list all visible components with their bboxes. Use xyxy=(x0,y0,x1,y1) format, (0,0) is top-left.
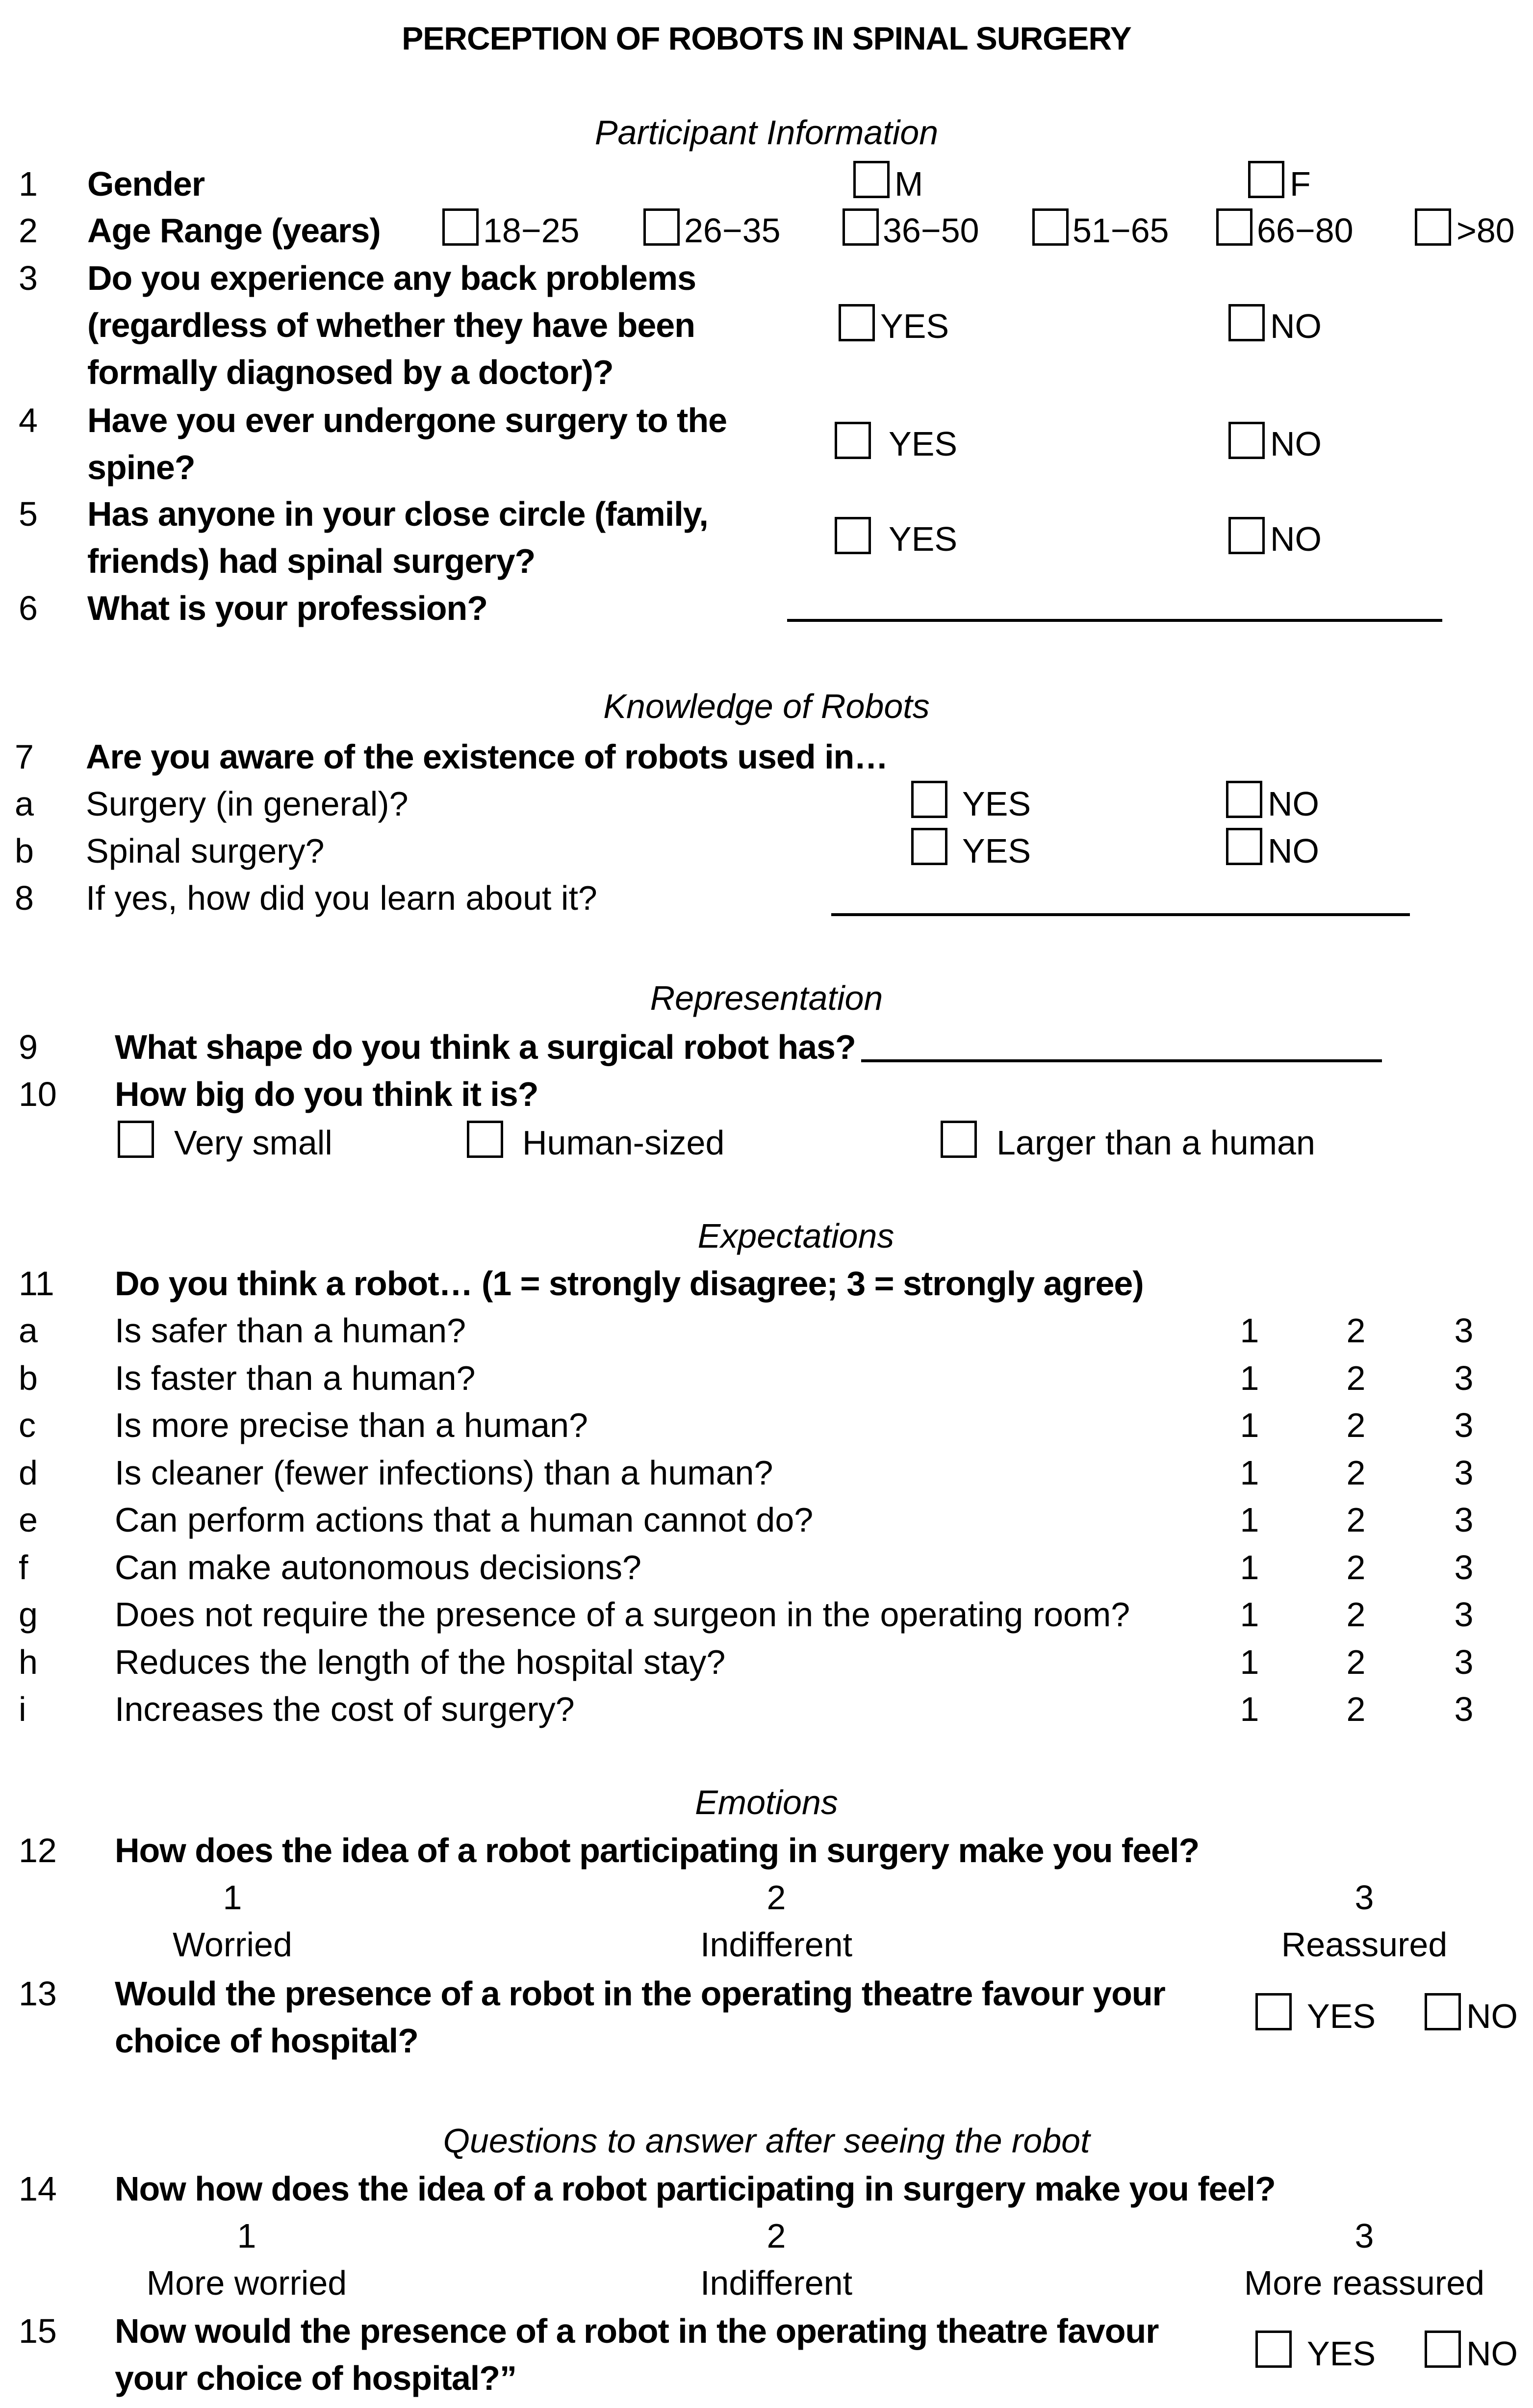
option-label: 51−65 xyxy=(1073,211,1169,250)
question-number: 2 xyxy=(19,211,38,250)
option-label: NO xyxy=(1268,785,1319,823)
checkbox-size-larger-than-human[interactable] xyxy=(941,1121,977,1158)
question-back-problems-line1: Do you experience any back problems xyxy=(87,259,696,297)
question-number: 9 xyxy=(19,1028,38,1066)
option-label: >80 xyxy=(1456,211,1515,250)
question-gender: Gender xyxy=(87,165,205,203)
section-expectations: Expectations xyxy=(697,1217,894,1255)
checkbox-close-circle-yes[interactable] xyxy=(835,517,871,554)
rating-option-2[interactable]: 2 xyxy=(1346,1642,1366,1681)
option-label: NO xyxy=(1270,307,1322,345)
question-number: 5 xyxy=(19,495,38,533)
question-number: 10 xyxy=(19,1075,57,1113)
sub-item-letter: b xyxy=(15,832,34,870)
expectation-statement: Is faster than a human? xyxy=(115,1358,476,1397)
checkbox-close-circle-no[interactable] xyxy=(1228,517,1265,554)
question-back-problems-line3: formally diagnosed by a doctor)? xyxy=(87,353,613,391)
rating-option-3[interactable]: 3 xyxy=(1454,1595,1474,1634)
question-number: 7 xyxy=(15,738,34,776)
sub-item-letter: g xyxy=(19,1595,38,1634)
sub-item-letter: h xyxy=(19,1642,38,1681)
checkbox-spine-surgery-no[interactable] xyxy=(1228,422,1265,459)
checkbox-age-36-50[interactable] xyxy=(843,208,879,246)
checkbox-gender-f[interactable] xyxy=(1248,161,1284,198)
checkbox-spine-surgery-yes[interactable] xyxy=(835,422,871,459)
expectation-statement: Is safer than a human? xyxy=(115,1311,466,1350)
expectation-statement: Is more precise than a human? xyxy=(115,1406,588,1444)
sub-item-letter: a xyxy=(19,1311,38,1350)
checkbox-hospital-choice-no[interactable] xyxy=(1425,1993,1461,2030)
checkbox-spinal-surgery-no[interactable] xyxy=(1226,828,1262,865)
expectation-statement: Reduces the length of the hospital stay? xyxy=(115,1642,726,1681)
checkbox-hospital-choice-after-no[interactable] xyxy=(1425,2331,1461,2368)
checkbox-age-51-65[interactable] xyxy=(1032,208,1069,246)
option-label: YES xyxy=(1307,1997,1376,2035)
option-label: YES xyxy=(1307,2334,1376,2373)
rating-option-3[interactable]: 3 xyxy=(1454,1406,1474,1444)
rating-option-2[interactable]: 2 xyxy=(1346,1595,1366,1634)
question-age-range: Age Range (years) xyxy=(87,211,381,250)
rating-option-1[interactable]: 1 xyxy=(1240,1453,1259,1492)
question-robot-shape: What shape do you think a surgical robot has? xyxy=(115,1028,856,1066)
profession-answer-line[interactable] xyxy=(787,619,1442,622)
option-label: Human-sized xyxy=(522,1124,725,1162)
option-label: Very small xyxy=(174,1124,332,1162)
rating-option-3[interactable]: 3 xyxy=(1454,1642,1474,1681)
question-number: 13 xyxy=(19,1974,57,2013)
scale-option-1[interactable]: 1 xyxy=(223,1878,242,1917)
expectation-statement: Is cleaner (fewer infections) than a human? xyxy=(115,1453,773,1492)
scale-option-2[interactable]: 2 xyxy=(766,1878,786,1917)
question-feeling-after: Now how does the idea of a robot participating in surgery make you feel? xyxy=(115,2170,1276,2208)
question-back-problems-line2: (regardless of whether they have been xyxy=(87,306,695,344)
how-learned-answer-line[interactable] xyxy=(831,913,1410,916)
rating-option-2[interactable]: 2 xyxy=(1346,1548,1366,1587)
sub-item-letter: e xyxy=(19,1501,38,1539)
option-label: YES xyxy=(962,832,1031,870)
option-label: YES xyxy=(889,520,958,558)
expectation-statement: Can make autonomous decisions? xyxy=(115,1548,641,1587)
question-close-circle-line2: friends) had spinal surgery? xyxy=(87,542,536,580)
sub-item-letter: c xyxy=(19,1406,36,1444)
checkbox-surgery-general-yes[interactable] xyxy=(911,781,947,818)
checkbox-gender-m[interactable] xyxy=(853,161,890,198)
question-number: 12 xyxy=(19,1831,57,1870)
scale-label-indifferent: Indifferent xyxy=(700,2264,853,2302)
option-label: M xyxy=(894,165,923,203)
question-number: 14 xyxy=(19,2170,57,2208)
checkbox-surgery-general-no[interactable] xyxy=(1226,781,1262,818)
form-title: PERCEPTION OF ROBOTS IN SPINAL SURGERY xyxy=(402,20,1131,56)
expectation-statement: Can perform actions that a human cannot do? xyxy=(115,1501,814,1539)
question-aware-of-robots: Are you aware of the existence of robots used in… xyxy=(86,738,888,776)
question-spine-surgery-line1: Have you ever undergone surgery to the xyxy=(87,401,727,439)
option-label: NO xyxy=(1268,832,1319,870)
checkbox-age-26-35[interactable] xyxy=(643,208,680,246)
rating-option-3[interactable]: 3 xyxy=(1454,1548,1474,1587)
sub-item-letter: d xyxy=(19,1453,38,1492)
question-how-learned: If yes, how did you learn about it? xyxy=(86,879,597,917)
rating-option-1[interactable]: 1 xyxy=(1240,1311,1259,1350)
rating-option-3[interactable]: 3 xyxy=(1454,1311,1474,1350)
question-hospital-choice-line2: choice of hospital? xyxy=(115,2022,418,2060)
question-number: 4 xyxy=(19,401,38,439)
section-participant-information: Participant Information xyxy=(594,113,939,152)
question-number: 11 xyxy=(19,1264,54,1303)
rating-option-2[interactable]: 2 xyxy=(1346,1406,1366,1444)
checkbox-age-66-80[interactable] xyxy=(1216,208,1252,246)
checkbox-hospital-choice-after-yes[interactable] xyxy=(1255,2331,1292,2368)
checkbox-back-problems-no[interactable] xyxy=(1228,304,1265,341)
sub-item-letter: f xyxy=(19,1548,28,1587)
rating-option-1[interactable]: 1 xyxy=(1240,1595,1259,1634)
question-number: 3 xyxy=(19,259,38,297)
section-knowledge-of-robots: Knowledge of Robots xyxy=(603,687,930,725)
option-label: NO xyxy=(1270,520,1322,558)
option-label: YES xyxy=(962,785,1031,823)
rating-option-2[interactable]: 2 xyxy=(1346,1311,1366,1350)
checkbox-back-problems-yes[interactable] xyxy=(839,304,875,341)
rating-option-2[interactable]: 2 xyxy=(1346,1690,1366,1728)
scale-label-more-reassured: More reassured xyxy=(1244,2264,1485,2302)
option-label: Larger than a human xyxy=(996,1124,1315,1162)
rating-option-2[interactable]: 2 xyxy=(1346,1453,1366,1492)
rating-option-2[interactable]: 2 xyxy=(1346,1358,1366,1397)
scale-option-1[interactable]: 1 xyxy=(237,2217,256,2255)
scale-label-worried: Worried xyxy=(173,1925,292,1964)
option-label: 26−35 xyxy=(684,211,781,250)
option-label: YES xyxy=(880,307,949,345)
question-number: 1 xyxy=(19,165,38,203)
scale-label-more-worried: More worried xyxy=(146,2264,347,2302)
section-representation: Representation xyxy=(650,979,883,1017)
option-label: 18−25 xyxy=(483,211,580,250)
question-hospital-choice-after-line2: your choice of hospital?” xyxy=(115,2359,516,2397)
sub-item-spinal-surgery: Spinal surgery? xyxy=(86,832,325,870)
question-number: 8 xyxy=(15,879,34,917)
scale-option-2[interactable]: 2 xyxy=(766,2217,786,2255)
expectation-statement: Does not require the presence of a surgeon in the operating room? xyxy=(115,1595,1130,1634)
question-feeling-before: How does the idea of a robot participating in surgery make you feel? xyxy=(115,1831,1200,1870)
rating-option-2[interactable]: 2 xyxy=(1346,1501,1366,1539)
rating-option-3[interactable]: 3 xyxy=(1454,1501,1474,1539)
rating-option-3[interactable]: 3 xyxy=(1454,1453,1474,1492)
checkbox-size-very-small[interactable] xyxy=(118,1121,154,1158)
question-profession: What is your profession? xyxy=(87,589,488,627)
checkbox-spinal-surgery-yes[interactable] xyxy=(911,828,947,865)
question-number: 6 xyxy=(19,589,38,627)
question-robot-size: How big do you think it is? xyxy=(115,1075,538,1113)
rating-option-1[interactable]: 1 xyxy=(1240,1358,1259,1397)
scale-option-3[interactable]: 3 xyxy=(1354,1878,1374,1917)
checkbox-age-18-25[interactable] xyxy=(442,208,479,246)
section-after-seeing-robot: Questions to answer after seeing the robot xyxy=(443,2122,1090,2160)
question-close-circle-line1: Has anyone in your close circle (family, xyxy=(87,495,708,533)
rating-option-1[interactable]: 1 xyxy=(1240,1690,1259,1728)
option-label: 66−80 xyxy=(1257,211,1354,250)
checkbox-size-human-sized[interactable] xyxy=(467,1121,503,1158)
rating-option-1[interactable]: 1 xyxy=(1240,1501,1259,1539)
option-label: F xyxy=(1290,165,1311,203)
option-label: NO xyxy=(1270,425,1322,463)
rating-option-3[interactable]: 3 xyxy=(1454,1358,1474,1397)
option-label: YES xyxy=(889,425,958,463)
scale-label-reassured: Reassured xyxy=(1281,1925,1448,1964)
sub-item-letter: b xyxy=(19,1358,38,1397)
expectation-statement: Increases the cost of surgery? xyxy=(115,1690,575,1728)
robot-shape-answer-line[interactable] xyxy=(861,1059,1382,1062)
option-label: NO xyxy=(1466,2334,1518,2373)
scale-label-indifferent: Indifferent xyxy=(700,1925,853,1964)
option-label: 36−50 xyxy=(883,211,979,250)
scale-option-3[interactable]: 3 xyxy=(1354,2217,1374,2255)
rating-option-3[interactable]: 3 xyxy=(1454,1690,1474,1728)
checkbox-age-over-80[interactable] xyxy=(1415,208,1451,246)
rating-option-1[interactable]: 1 xyxy=(1240,1548,1259,1587)
rating-option-1[interactable]: 1 xyxy=(1240,1406,1259,1444)
question-number: 15 xyxy=(19,2312,57,2350)
question-spine-surgery-line2: spine? xyxy=(87,448,195,487)
rating-option-1[interactable]: 1 xyxy=(1240,1642,1259,1681)
question-robot-expectations: Do you think a robot… (1 = strongly disagree; 3 = strongly agree) xyxy=(115,1264,1144,1303)
question-hospital-choice-after-line1: Now would the presence of a robot in the operating theatre favour xyxy=(115,2312,1159,2350)
question-hospital-choice-line1: Would the presence of a robot in the operating theatre favour your xyxy=(115,1974,1165,2013)
checkbox-hospital-choice-yes[interactable] xyxy=(1255,1993,1292,2030)
sub-item-surgery-general: Surgery (in general)? xyxy=(86,785,409,823)
sub-item-letter: a xyxy=(15,785,34,823)
sub-item-letter: i xyxy=(19,1690,26,1728)
section-emotions: Emotions xyxy=(695,1783,838,1821)
option-label: NO xyxy=(1466,1997,1518,2035)
